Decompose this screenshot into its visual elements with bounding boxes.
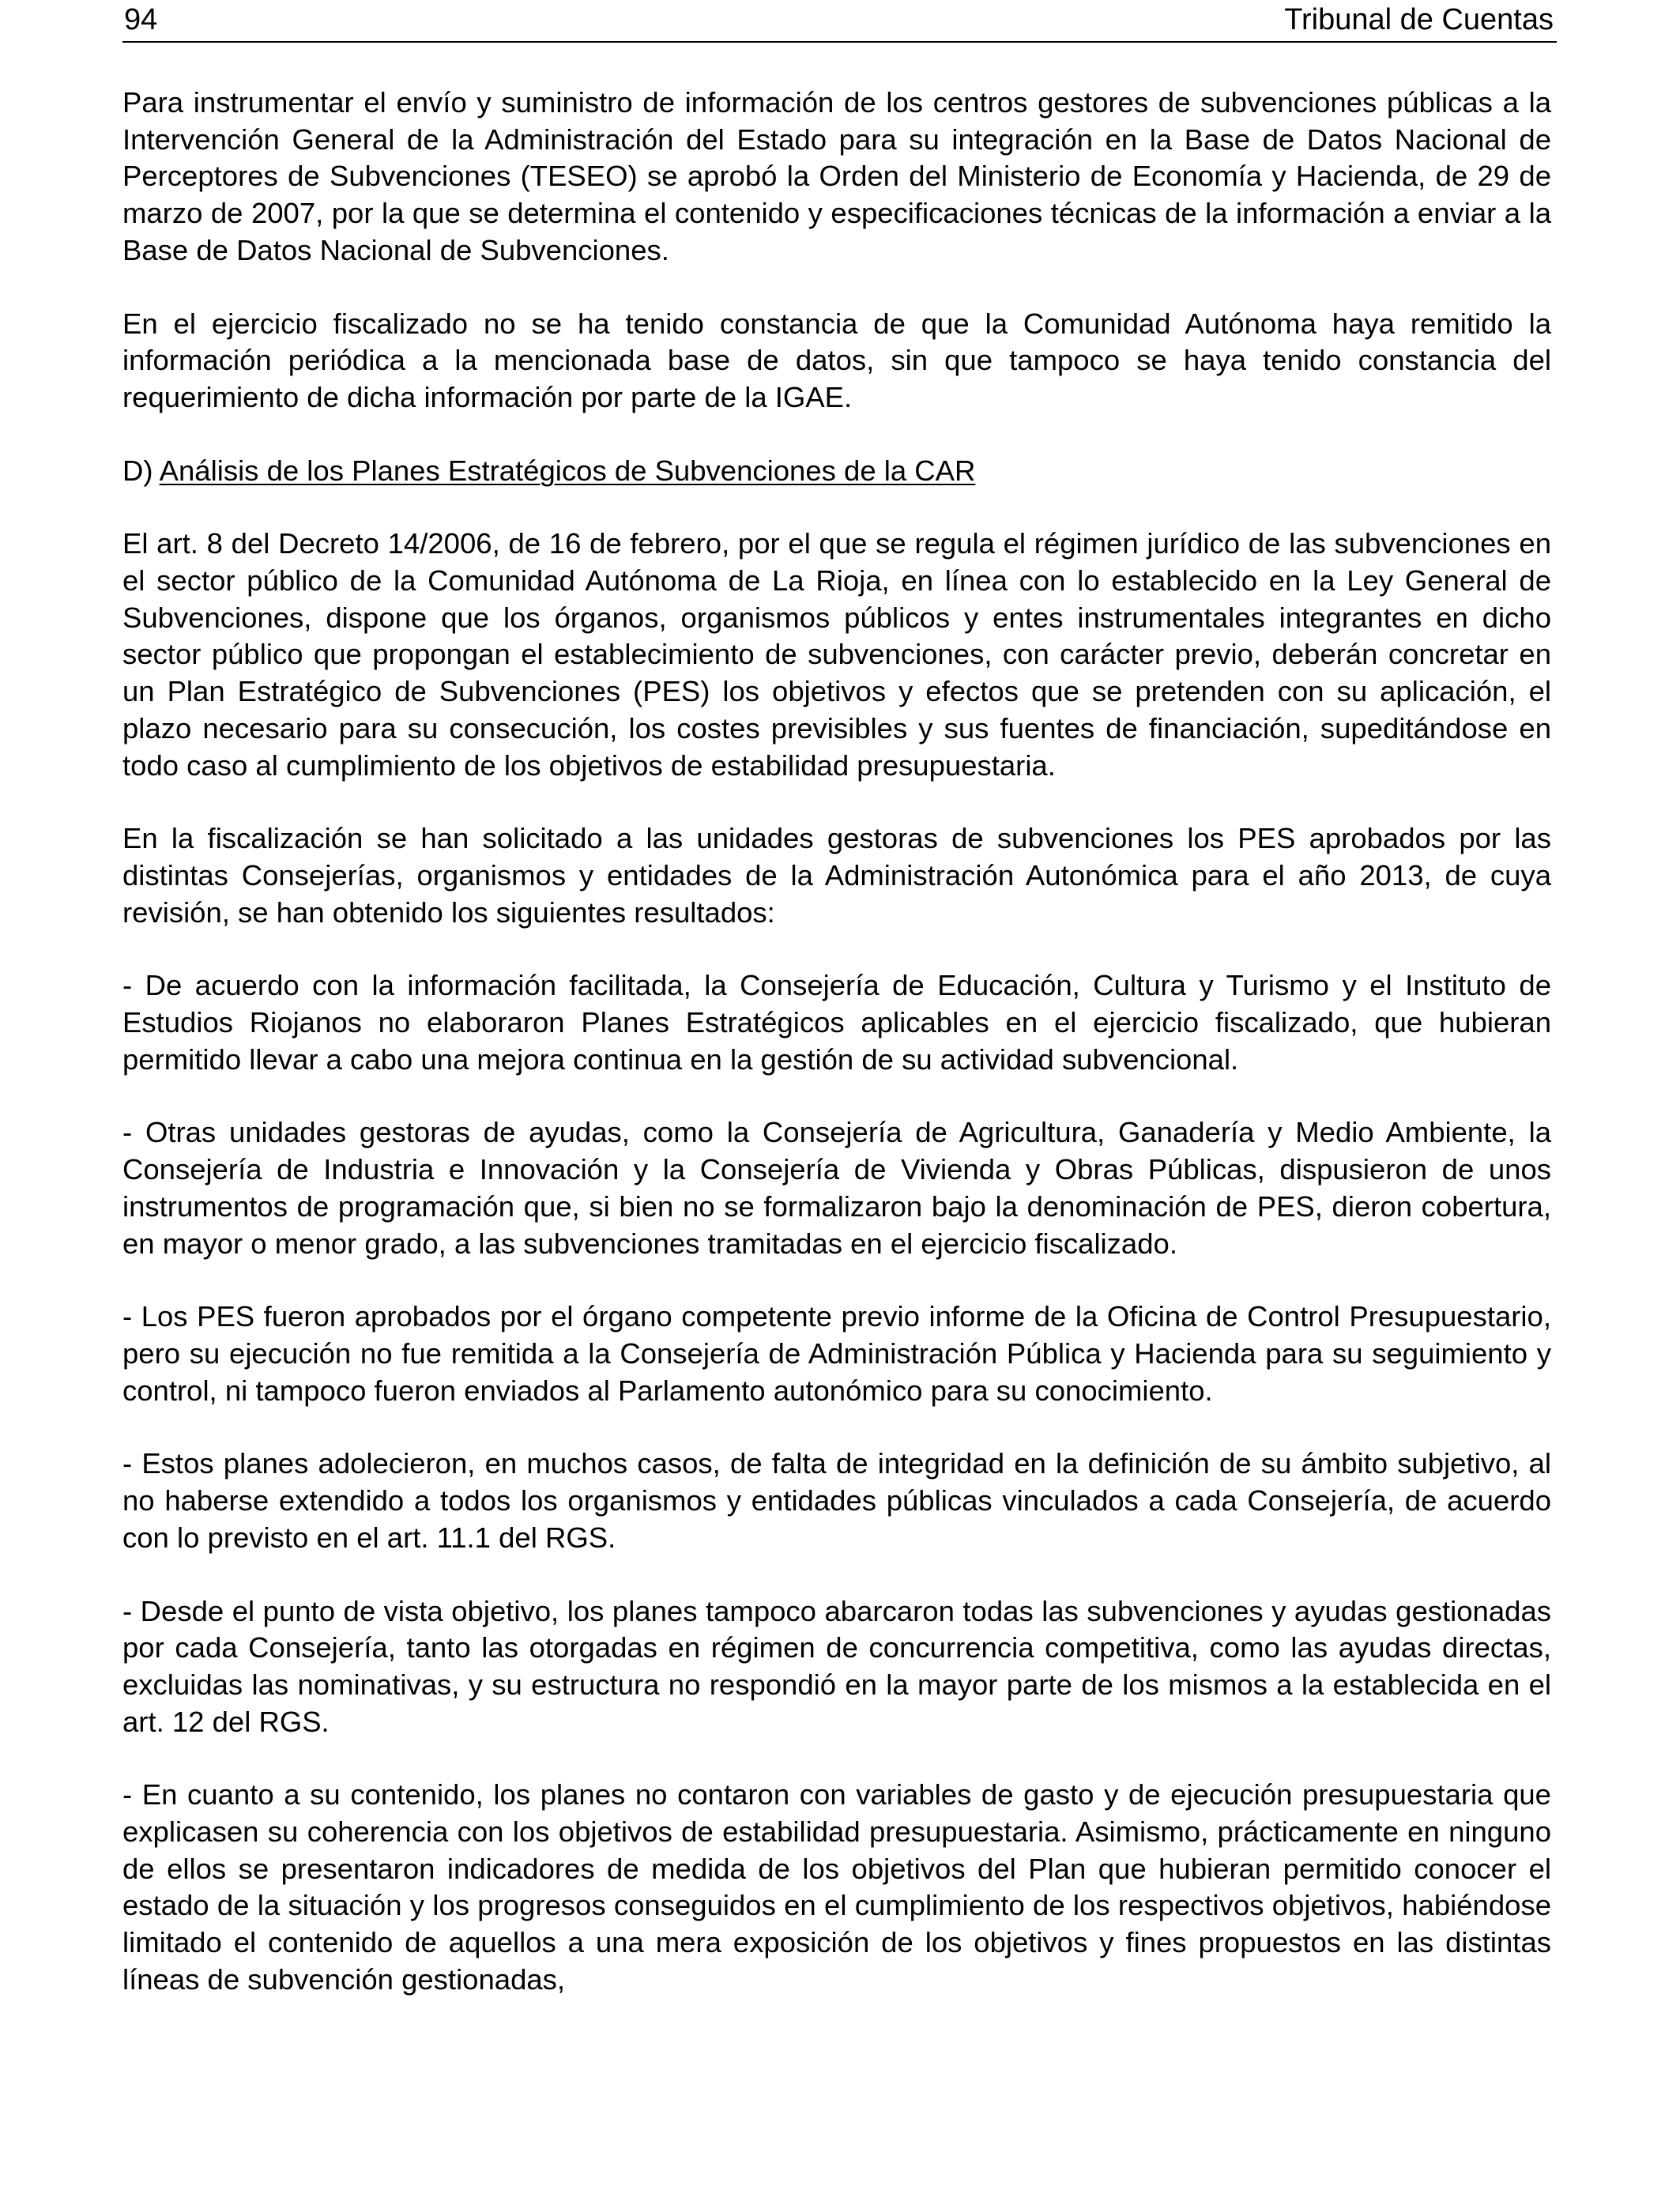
finding-item: - Otras unidades gestoras de ayudas, como la Consejería de Agricultura, Ganadería y Medio Ambiente, la Consejería de Industria e Innovación y la Consejería de Vivienda y Obras Públicas, dispusieron de unos instrumentos de programación que, si bien no se formalizaron bajo la denominación de PES, dieron cobertura, en mayor o menor grado, a las subvenciones tramitadas en el ejercicio fiscalizado. [122, 1116, 1551, 1260]
finding-item: - En cuanto a su contenido, los planes no contaron con variables de gasto y de ejecución presupuestaria que explicasen su coherencia con los objetivos de estabilidad presupuestaria. Asimismo, prácticamente en ninguno de ellos se presentaron indicadores de medida de los objetivos del Plan que hubieran permitido conocer el estado de la situación y los progresos conseguidos en el cumplimiento de los respectivos objetivos, habiéndose limitado el contenido de aquellos a una mera exposición de los objetivos y fines propuestos en las distintas líneas de subvención gestionadas, [122, 1778, 1551, 1996]
paragraph-decreto: El art. 8 del Decreto 14/2006, de 16 de febrero, por el que se regula el régimen jurídico de las subvenciones en el sector público de la Comunidad Autónoma de La Rioja, en línea con lo establecido en la Ley General de Subvenciones, dispone que los órganos, organismos públicos y entes instrumentales integrantes en dicho sector público que propongan el establecimiento de subvenciones, con carácter previo, deberán concretar en un Plan Estratégico de Subvenciones (PES) los objetivos y efectos que se pretenden con su aplicación, el plazo necesario para su consecución, los costes previsibles y sus fuentes de financiación, supeditándose en todo caso al cumplimiento de los objetivos de estabilidad presupuestaria. [122, 527, 1551, 782]
section-heading-prefix: D) [122, 454, 160, 487]
body-text [122, 85, 1551, 1999]
finding-item: - Desde el punto de vista objetivo, los planes tampoco abarcaron todas las subvenciones y ayudas gestionadas por cada Consejería, tanto las otorgadas en régimen de concurrencia competitiva, como las ayudas directas, excluidas las nominativas, y su estructura no respondió en la mayor parte de los mismos a la establecida en el art. 12 del RGS. [122, 1594, 1551, 1738]
finding-item: - Los PES fueron aprobados por el órgano competente previo informe de la Oficina de Control Presupuestario, pero su ejecución no fue remitida a la Consejería de Administración Pública y Hacienda para su seguimiento y control, ni tampoco fueron enviados al Parlamento autonómico para su conocimiento. [122, 1300, 1551, 1407]
page-number: 94 [124, 3, 158, 36]
paragraph-constancia: En el ejercicio fiscalizado no se ha tenido constancia de que la Comunidad Autónoma haya remitido la información periódica a la mencionada base de datos, sin que tampoco se haya tenido constancia del requerimiento de dicha información por parte de la IGAE. [122, 307, 1551, 413]
finding-item: - De acuerdo con la información facilitada, la Consejería de Educación, Cultura y Turismo y el Instituto de Estudios Riojanos no elaboraron Planes Estratégicos aplicables en el ejercicio fiscalizado, que hubieran permitido llevar a cabo una mejora continua en la gestión de su actividad subvencional. [122, 969, 1551, 1076]
section-heading-title: Análisis de los Planes Estratégicos de Subvenciones de la CAR [159, 454, 976, 487]
finding-item: - Estos planes adolecieron, en muchos casos, de falta de integridad en la definición de su ámbito subjetivo, al no haberse extendido a todos los organismos y entidades públicas vinculados a cada Consejería, de acuerdo con lo previsto en el art. 11.1 del RGS. [122, 1447, 1551, 1554]
paragraph-teseo: Para instrumentar el envío y suministro de información de los centros gestores de subvenciones públicas a la Intervención General de la Administración del Estado para su integración en la Base de Datos Nacional de Perceptores de Subvenciones (TESEO) se aprobó la Orden del Ministerio de Economía y Hacienda, de 29 de marzo de 2007, por la que se determina el contenido y especificaciones técnicas de la información a enviar a la Base de Datos Nacional de Subvenciones. [122, 86, 1551, 266]
section-heading [122, 453, 1551, 490]
page-header [122, 0, 1557, 43]
header-title: Tribunal de Cuentas [1284, 3, 1554, 36]
paragraph-fiscalizacion: En la fiscalización se han solicitado a las unidades gestoras de subvenciones los PES aprobados por las distintas Consejerías, organismos y entidades de la Administración Autonómica para el año 2013, de cuya revisión, se han obtenido los siguientes resultados: [122, 822, 1551, 929]
